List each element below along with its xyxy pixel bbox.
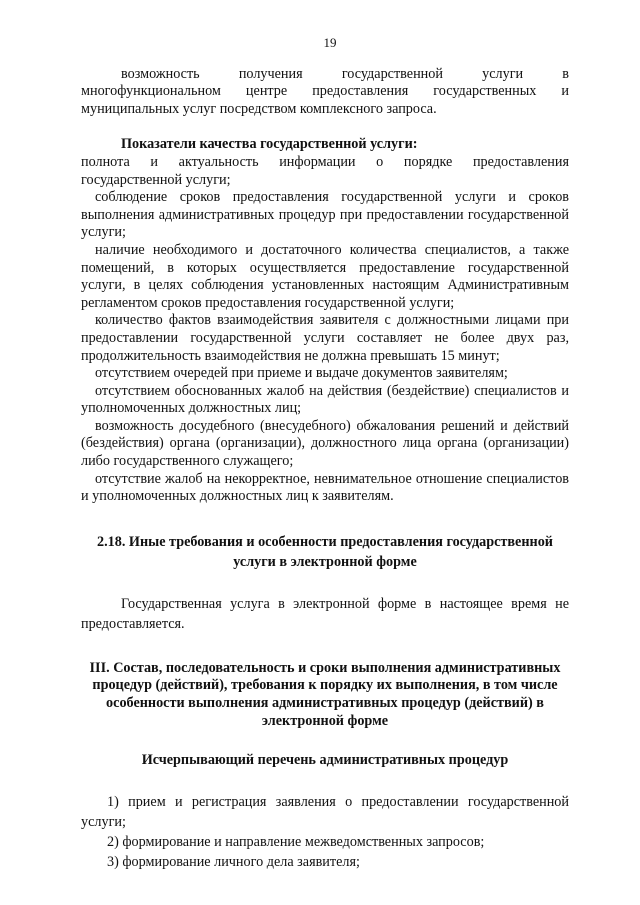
procedures-subheading: Исчерпывающий перечень административных процедур [141, 752, 509, 769]
procedure-item-3: 3) формирование личного дела заявителя; [107, 853, 360, 870]
quality-item-2: соблюдение сроков предоставления государственной услуги и сроков выполнения административных процедур при предоставлении государственной услуги; [81, 189, 569, 241]
quality-item-1: полнота и актуальность информации о порядке предоставления государственной услуги; [81, 153, 569, 188]
quality-item-8: отсутствие жалоб на некорректное, невнимательное отношение специалистов и уполномоченных должностных лиц к заявителям. [81, 470, 569, 505]
quality-item-5: отсутствием очередей при приеме и выдаче документов заявителям; [95, 365, 508, 382]
quality-item-3: наличие необходимого и достаточного количества специалистов, а также помещений, в которых осуществляется предоставление государственной услуги, в целях соблюдения установленных настоящим Административным регламентом сроков предоставления государственной услуги; [81, 241, 569, 311]
document-page [81, 34, 569, 872]
quality-heading: Показатели качества государственной услуги: [121, 136, 418, 153]
section-iii-heading: III. Состав, последовательность и сроки выполнения административных процедур (действий), требования к порядку их выполнения, в том числе особенности выполнения административных процедур (действий) в электронной форме [89, 659, 561, 729]
quality-item-6: отсутствием обоснованных жалоб на действия (бездействие) специалистов и уполномоченных должностных лиц; [81, 382, 569, 417]
procedure-item-2: 2) формирование и направление межведомственных запросов; [107, 833, 485, 850]
quality-item-4: количество фактов взаимодействия заявителя с должностными лицами при предоставлении государственной услуги составляет не более двух раз, продолжительность взаимодействия не должна превышать 15 минут; [81, 312, 569, 364]
page-number: 19 [323, 35, 337, 50]
procedure-item-1: 1) прием и регистрация заявления о предоставлении государственной услуги; [81, 793, 569, 830]
intro-paragraph: возможность получения государственной услуги в многофункциональном центре предоставления государственных и муниципальных услуг посредством комплексного запроса. [81, 65, 569, 117]
section-218-body: Государственная услуга в электронной форме в настоящее время не предоставляется. [81, 595, 569, 632]
quality-item-7: возможность досудебного (внесудебного) обжалования решений и действий (бездействия) органа (организации), должностного лица органа (организации) либо государственного служащего; [81, 417, 569, 470]
section-218-heading: 2.18. Иные требования и особенности предоставления государственной услуги в электронной форме [97, 533, 553, 570]
